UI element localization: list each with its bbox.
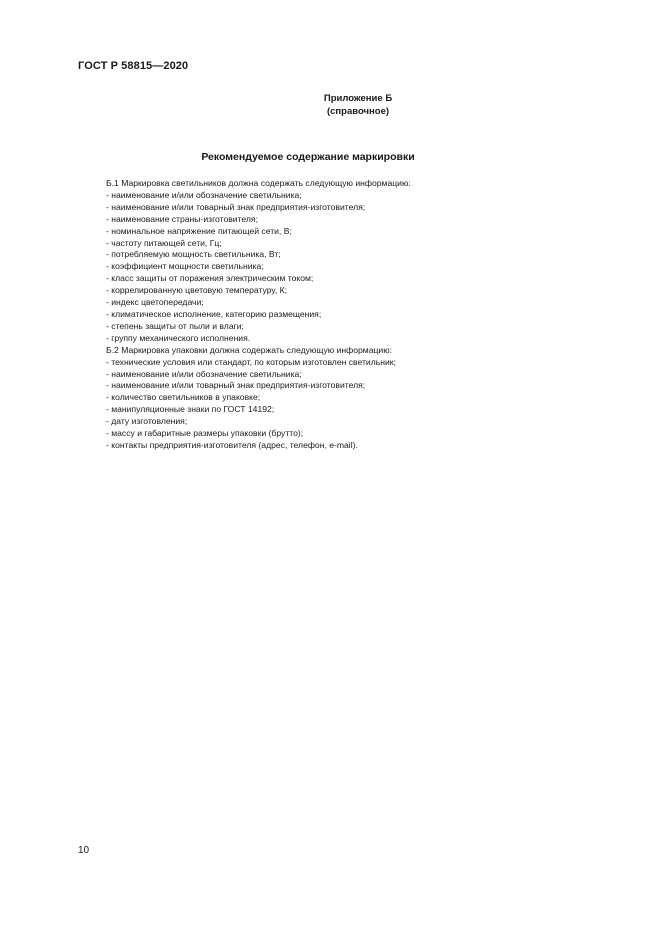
list-item: - степень защиты от пыли и влаги; [106, 320, 244, 331]
list-item: - дату изготовления; [106, 416, 188, 427]
list-item: - массу и габаритные размеры упаковки (брутто); [106, 428, 304, 439]
list-item: - наименование страны-изготовителя; [106, 213, 258, 224]
paragraph-b2: Б.2 Маркировка упаковки должна содержать следующую информацию: [106, 344, 393, 355]
appendix-heading [260, 92, 456, 118]
list-item: - потребляемую мощность светильника, Вт; [106, 249, 281, 260]
list-item: - климатическое исполнение, категорию размещения; [106, 308, 322, 319]
list-item: - частоту питающей сети, Гц; [106, 237, 222, 248]
paragraph-b1: Б.1 Маркировка светильников должна содержать следующую информацию: [106, 178, 411, 188]
list-item: - наименование и/или товарный знак предприятия-изготовителя; [106, 201, 366, 212]
list-item: - коэффициент мощности светильника; [106, 261, 264, 272]
appendix-title: Приложение Б [323, 93, 393, 104]
list-item: - контакты предприятия-изготовителя (адрес, телефон, e-mail). [106, 439, 358, 450]
list-item: - группу механического исполнения. [106, 332, 251, 343]
list-item: - номинальное напряжение питающей сети, В; [106, 225, 292, 236]
list-item: - манипуляционные знаки по ГОСТ 14192; [106, 404, 275, 415]
appendix-subtitle: (справочное) [326, 106, 390, 117]
list-item: - наименование и/или товарный знак предприятия-изготовителя; [106, 380, 366, 391]
list-item: - наименование и/или обозначение светильника; [106, 189, 302, 200]
list-item: - наименование и/или обозначение светильника; [106, 368, 302, 379]
document-header: ГОСТ Р 58815—2020 [78, 60, 189, 72]
document-body [106, 178, 546, 452]
section-title: Рекомендуемое содержание маркировки [201, 151, 415, 163]
list-item: - технические условия или стандарт, по которым изготовлен светильник; [106, 356, 396, 367]
list-item: - коррелированную цветовую температуру, К; [106, 285, 288, 296]
list-item: - количество светильников в упаковке; [106, 392, 261, 403]
page-number: 10 [78, 845, 90, 856]
list-item: - класс защиты от поражения электрическим током; [106, 273, 314, 284]
list-item: - индекс цветопередачи; [106, 297, 204, 308]
